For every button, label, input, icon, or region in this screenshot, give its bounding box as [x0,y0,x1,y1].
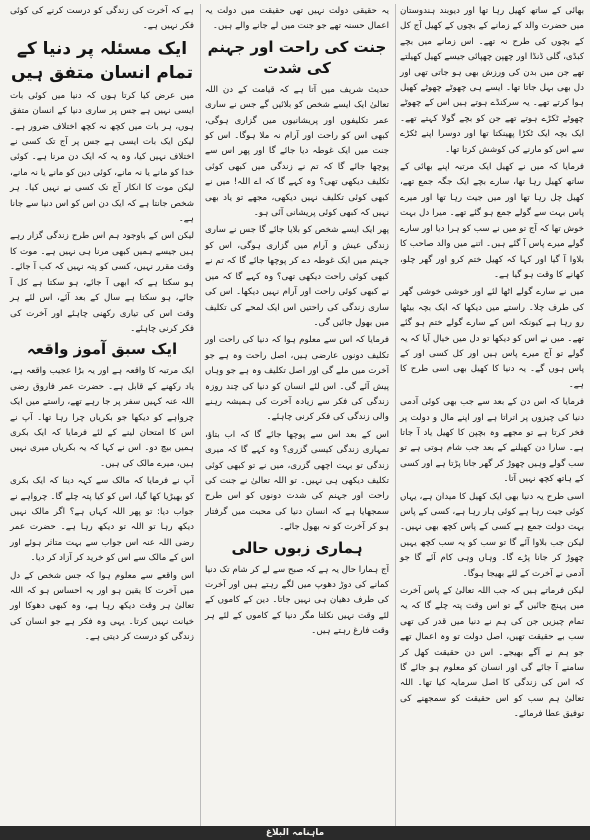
section-heading: جنت کی راحت اور جہنم کی شدت [207,37,387,77]
article-paragraph: آج ہمارا حال یہ ہے کہ صبح سے لے کر شام تک دنیا کمانے کی دوڑ دھوپ میں لگے رہتے ہیں اور آخرت کی طرف دھیان ہی نہیں جاتا۔ دین کے کاموں کے لئے وقت نہیں نکلتا مگر دنیا کے کاموں کے لئے ہر وقت فارغ رہتے ہیں۔ [205,564,389,637]
article-columns [6,4,584,826]
article-paragraph: پھر ایک ایسے شخص کو بلایا جائے گا جس نے ساری زندگی عیش و آرام میں گزاری ہوگی، اس کو جہنم میں ایک غوطہ دے کر پوچھا جائے گا کہ تم نے کبھی کوئی راحت دیکھی تھی؟ وہ کہے گا کہ میں نے کبھی کوئی راحت اور آرام نہیں دیکھا۔ اس کی ساری زندگی کی راحتیں اس ایک لمحے کی تکلیف میں بھول جائیں گی۔ [205,225,389,328]
footer-text: ماہنامہ البلاغ [265,828,325,838]
article-paragraph: میں نے سارے گولے اٹھا لئے اور خوشی خوشی گھر کی طرف چلا۔ راستے میں دیکھا کہ ایک بچہ بیٹھا رو رہا ہے کیونکہ اس کے سارے گولے ختم ہو گئے تھے۔ میں نے اس کو دیکھا تو دل میں خیال آیا کہ یہ گولے تو آج میرے پاس ہیں اور کل کسی اور کے پاس ہوں گے۔ یہ دنیا کا کھیل بھی اسی طرح کا ہے۔ [400,287,584,390]
article-paragraph: آپ نے فرمایا کہ مالک سے کہہ دینا کہ ایک بکری کو بھیڑیا کھا گیا، اس کو کیا پتہ چلے گا۔ چرواہے نے جواب دیا: تو پھر اللہ کہاں ہے؟ اگر مالک نہیں دیکھ رہا تو اللہ تو دیکھ رہا ہے۔ حضرت عمر رضی اللہ عنہ اس جواب سے بہت متاثر ہوئے اور اس کے مالک سے اس کو خرید کر آزاد کر دیا۔ [10,476,194,564]
article-paragraph: حدیث شریف میں آتا ہے کہ قیامت کے دن اللہ تعالیٰ ایک ایسے شخص کو بلائیں گے جس نے ساری عمر تکلیفوں اور پریشانیوں میں گزاری ہوگی، کبھی اس کو راحت اور آرام نہ ملا ہوگا۔ اس کو جنت میں ایک غوطہ دیا جائے گا اور پھر اس سے پوچھا جائے گا کہ تم نے زندگی میں کبھی کوئی تکلیف دیکھی تھی؟ وہ کہے گا کہ اے اللہ! میں نے کبھی کوئی تکلیف نہیں دیکھی، مجھے تو یاد بھی نہیں کہ کبھی کوئی پریشانی آئی ہو۔ [205,84,389,219]
article-paragraph: فرمایا کہ میں نے کھیل ایک مرتبہ اپنے بھائی کے ساتھ کھیل رہا تھا، سارے بچے ایک جگہ جمع تھے، کھیل چل رہا تھا اور میں جیت رہا تھا اور میرے پاس بہت سے گولے جمع ہو گئے تھے۔ میرا دل بہت خوش تھا کہ آج تو میں نے سب کو ہرا دیا اور سارے گولے میرے پاس آ گئے ہیں۔ اتنے میں والد صاحب کا بلاوا آ گیا اور کہا کہ کھیل ختم کرو اور گھر چلو، کھانے کا وقت ہو گیا ہے۔ [400,162,584,280]
article-paragraph: ایک مرتبہ کا واقعہ ہے اور یہ بڑا عجیب واقعہ ہے، یاد رکھنے کے قابل ہے۔ حضرت عمر فاروق رضی اللہ عنہ کہیں سفر پر جا رہے تھے، راستے میں ایک چرواہے کو دیکھا جو بکریاں چرا رہا تھا۔ آپ نے اس کا امتحان لینے کے لئے فرمایا کہ ایک بکری ہمیں بیچ دو۔ اس نے کہا کہ یہ بکریاں میری نہیں ہیں، میرے مالک کی ہیں۔ [10,366,194,469]
article-paragraph: اس واقعے سے معلوم ہوا کہ جس شخص کے دل میں آخرت کا یقین ہو اور یہ احساس ہو کہ اللہ تعالیٰ ہر وقت دیکھ رہا ہے، وہ کبھی دھوکا اور خیانت نہیں کرتا۔ یہی وہ فکر ہے جو انسان کی زندگی کو درست کر دیتی ہے۔ [10,570,194,643]
section-heading: ایک سبق آموز واقعہ [26,340,178,359]
column-middle [200,4,389,826]
article-paragraph: فرمایا کہ اس دن کے بعد سے جب بھی کوئی آدمی دنیا کی چیزوں پر اتراتا ہے اور اپنے مال و دولت پر فخر کرتا ہے تو مجھے وہ بچپن کا کھیل یاد آ جاتا ہے۔ سارا دن کھیلنے کے بعد جب شام ہوتی ہے تو سب گولے وہیں چھوڑ کر گھر جانا پڑتا ہے اور کسی کے ہاتھ کچھ نہیں آتا۔ [400,397,584,485]
article-paragraph: یہ حقیقی دولت نہیں تھی حقیقت میں دولت یہ اعمال حسنہ تھے جو جنت میں لے جانے والے ہیں۔ [205,6,389,32]
footer-band [0,826,590,840]
article-paragraph: لیکن فرماتے ہیں کہ جب اللہ تعالیٰ کے پاس آخرت میں پہنچ جائیں گے تو اس وقت پتہ چلے گا کہ یہ تمام چیزیں جن کی ہم نے دنیا میں قدر کی تھی سب بے حقیقت تھیں، اصل دولت تو وہ اعمال تھے جو ہم نے آگے بھیجے۔ اس دن حقیقت کھل کر سامنے آ جائے گی اور انسان کو معلوم ہو جائے گا کہ اس کی زندگی کا اصل سرمایہ کیا تھا۔ اللہ تعالیٰ ہم سب کو اس حقیقت کو سمجھنے کی توفیق عطا فرمائے۔ [400,586,584,720]
article-paragraph: فرمایا کہ اس سے معلوم ہوا کہ دنیا کی راحت اور تکلیف دونوں عارضی ہیں، اصل راحت وہ ہے جو آخرت میں ملے گی اور اصل تکلیف وہ ہے جو وہاں پیش آئے گی۔ اس لئے انسان کو دنیا کی چند روزہ زندگی کی فکر سے زیادہ آخرت کی ہمیشہ رہنے والی زندگی کی فکر کرنی چاہئے۔ [205,335,389,423]
article-paragraph: ہے کہ آخرت کی زندگی کو درست کرنے کی کوئی فکر نہیں ہے۔ [10,6,194,32]
section-heading: ہماری زبوں حالی [231,538,363,557]
article-paragraph: اسی طرح یہ دنیا بھی ایک کھیل کا میدان ہے، یہاں کوئی جیت رہا ہے کوئی ہار رہا ہے، کسی کے پاس بہت دولت جمع ہے کسی کے پاس کچھ بھی نہیں۔ لیکن جب بلاوا آئے گا تو سب کو یہ سب کچھ یہیں چھوڑ کر جانا پڑے گا۔ وہاں وہی کام آئے گا جو آدمی نے آخرت کے لئے بھیجا ہوگا۔ [400,491,584,579]
column-left [6,4,194,826]
column-right [395,4,584,826]
article-paragraph: بھائی کے ساتھ کھیل رہا تھا اور دیوبند ہندوستان میں حضرت والد کے زمانے کے بچوں کے کھیل آج کل کے بچوں کی طرح نہ تھے۔ اس زمانے میں بچے کبڈی، گلی ڈنڈا اور چھپن چھپائی جیسے کھیل کھیلتے تھے جن میں بدن کی ورزش بھی ہو جاتی تھی اور دل بھی بہل جاتا تھا۔ ایسے ہی چھوٹے چھوٹے کھیل ہوا کرتے تھے۔ یہ سرکنڈے ہوتے ہیں اس کے چھوٹے چھوٹے ٹکڑے ہوتے تھے جن کو بچے گولا کہتے تھے۔ ایک بچہ ایک ٹکڑا پھینکتا تھا اور دوسرا اپنے ٹکڑے سے اس کو مارنے کی کوشش کرتا تھا۔ [400,6,584,155]
article-paragraph: میں عرض کیا کرتا ہوں کہ دنیا میں کوئی بات ایسی نہیں ہے جس پر ساری دنیا کے انسان متفق ہوں، ہر بات میں کچھ نہ کچھ اختلاف ضرور ہے۔ لیکن ایک بات ایسی ہے جس پر آج تک کسی نے اختلاف نہیں کیا، وہ یہ کہ ایک دن مرنا ہے۔ کوئی خدا کو مانے یا نہ مانے، کوئی دین کو مانے یا نہ مانے، لیکن موت کا انکار آج تک کسی نے نہیں کیا۔ ہر شخص جانتا ہے کہ ایک دن اس کو اس دنیا سے جانا ہے۔ [10,90,194,225]
article-paragraph: اس کے بعد اس سے پوچھا جائے گا کہ اب بتاؤ، تمہاری زندگی کیسی گزری؟ وہ کہے گا کہ میری زندگی تو بہت اچھی گزری، میں نے تو کبھی کوئی تکلیف دیکھی ہی نہیں۔ تو اللہ تعالیٰ نے جنت کی راحت اور جہنم کی شدت دونوں کو اس طرح سمجھایا ہے کہ انسان دنیا کی محبت میں گرفتار ہو کر آخرت کو نہ بھول جائے۔ [205,429,389,533]
article-paragraph: لیکن اس کے باوجود ہم اس طرح زندگی گزار رہے ہیں جیسے ہمیں کبھی مرنا ہی نہیں ہے۔ موت کا وقت مقرر نہیں، کسی کو پتہ نہیں کہ کب آ جائے۔ ہو سکتا ہے کہ ابھی آ جائے، ہو سکتا ہے کل آ جائے، ہو سکتا ہے سال کے بعد آئے، اس لئے ہر وقت اس کی تیاری رکھنی چاہئے اور آخرت کی فکر کرنی چاہئے۔ [10,231,194,334]
section-heading: ایک مسئلہ پر دنیا کے تمام انسان متفق ہیں [10,38,193,83]
